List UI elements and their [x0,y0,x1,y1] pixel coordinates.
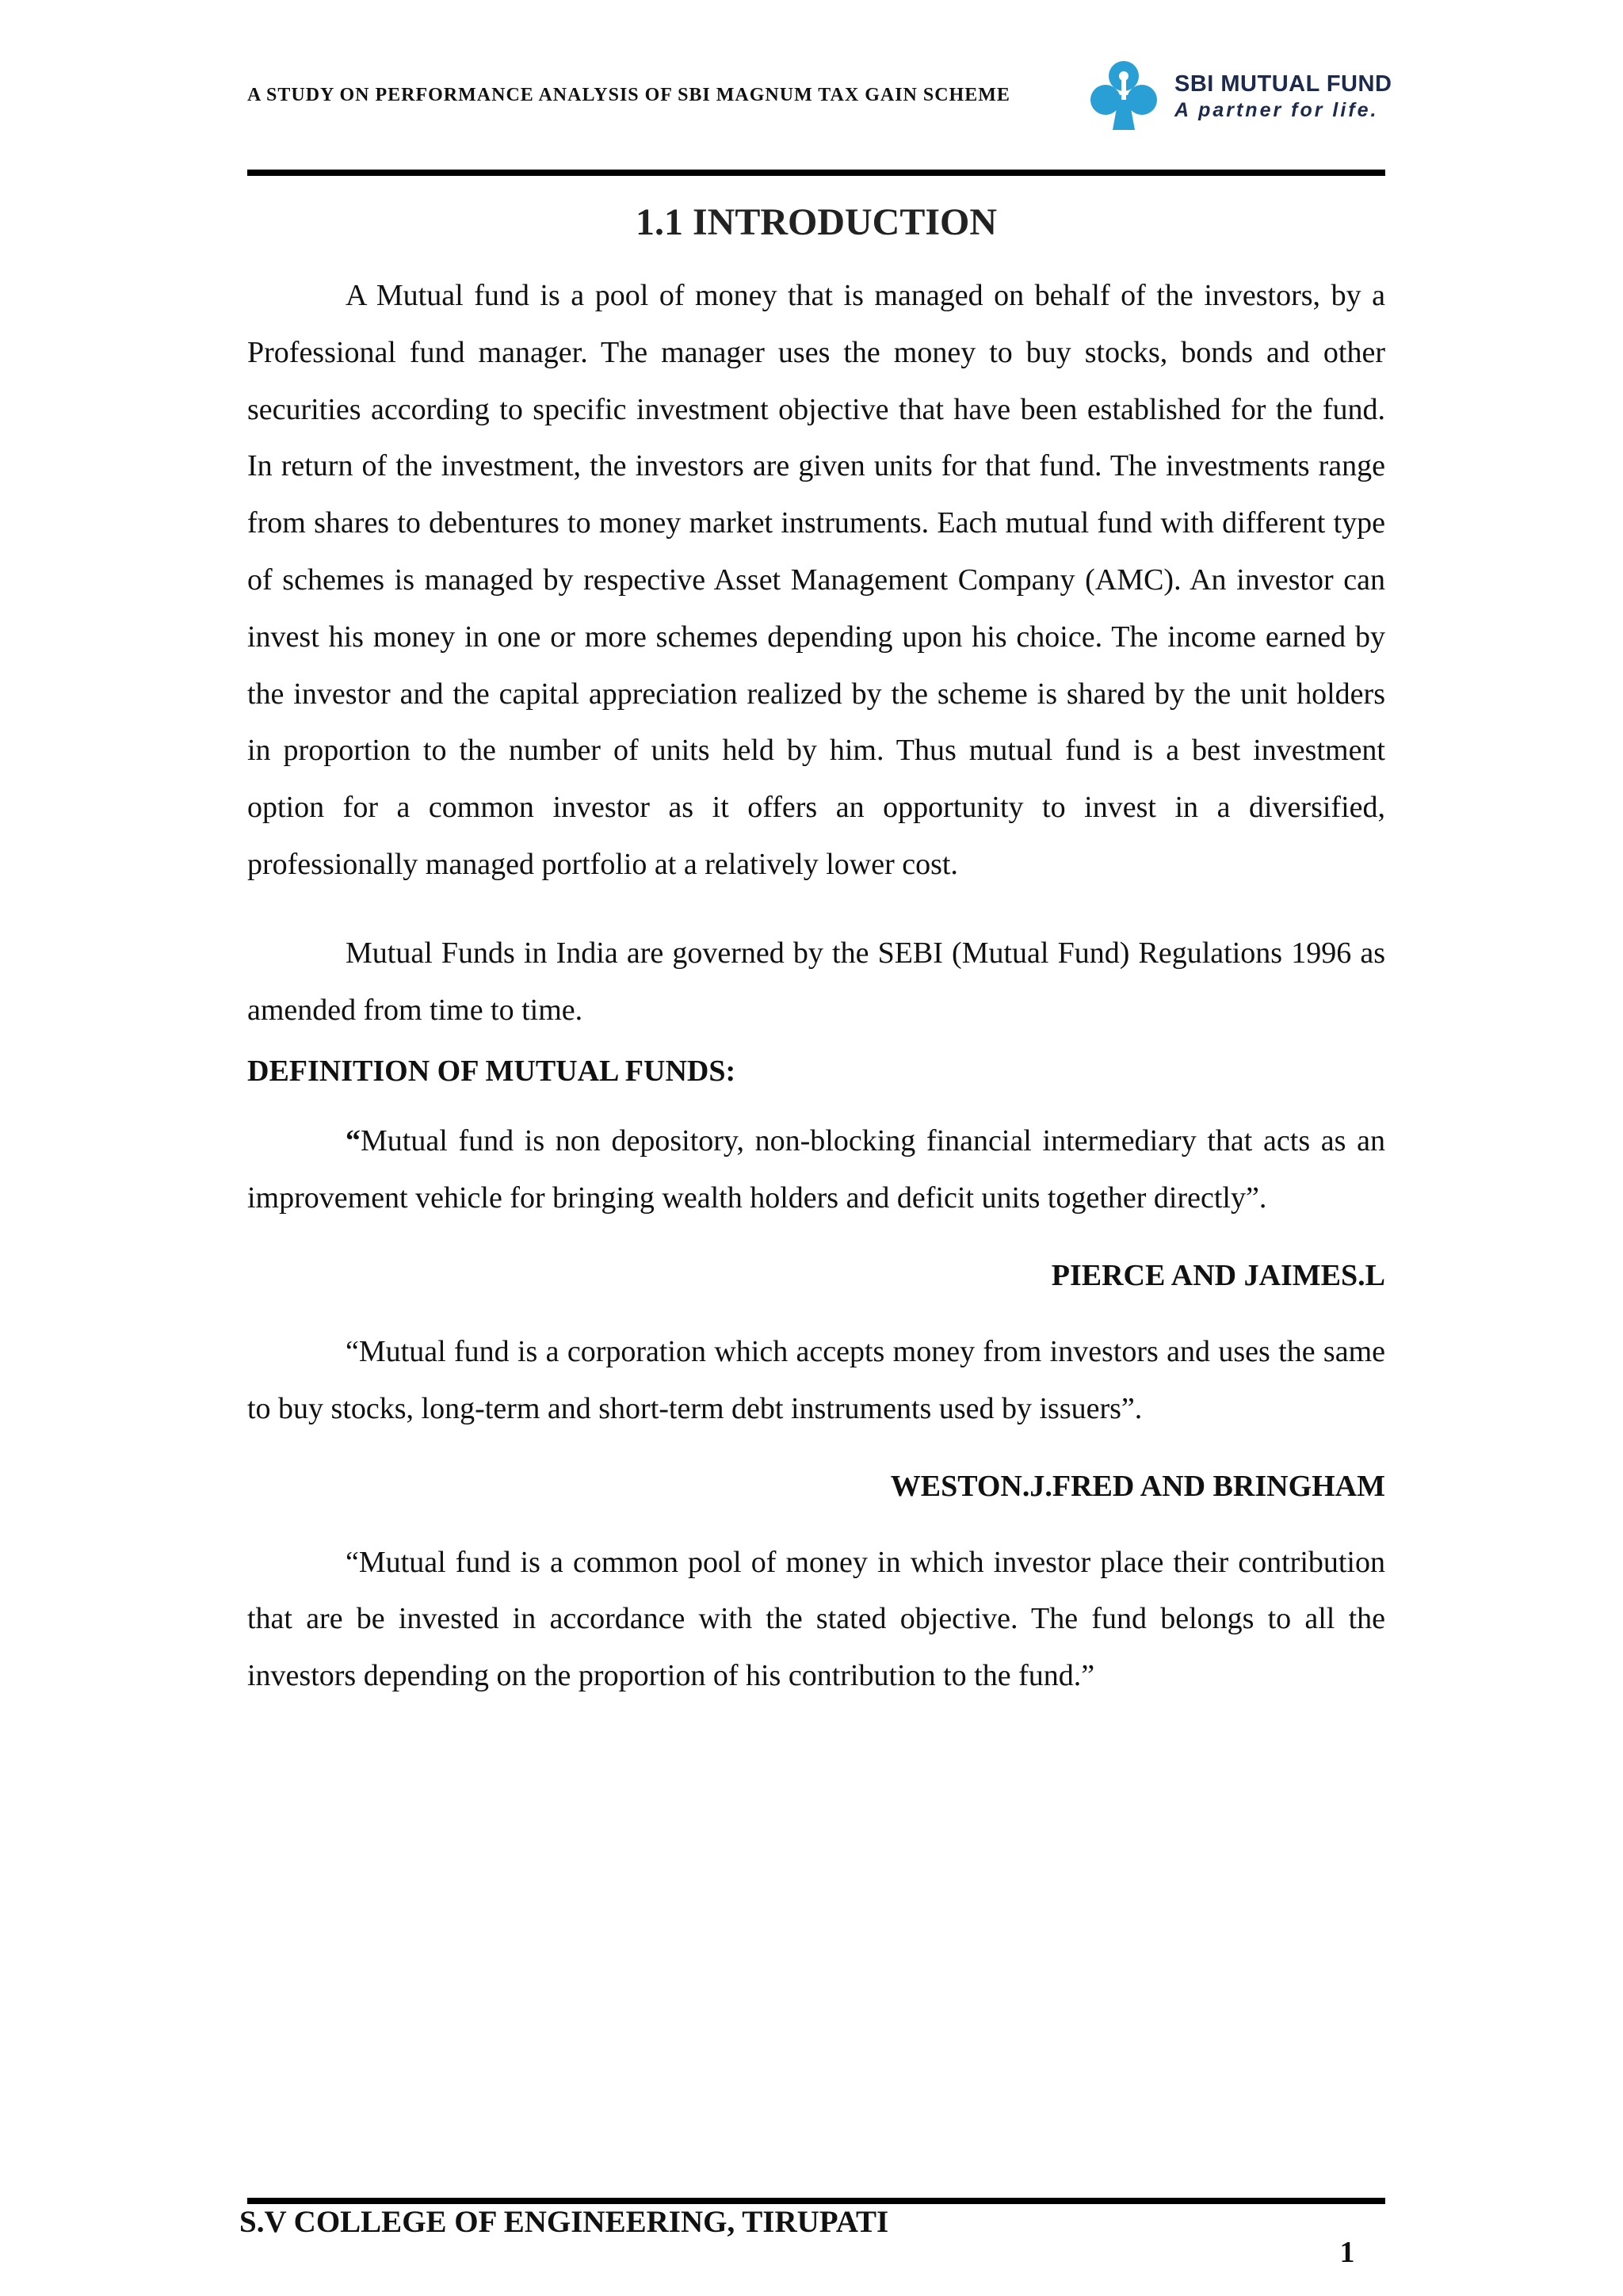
page-title: 1.1 INTRODUCTION [635,201,998,243]
header-rule [247,170,1385,176]
sbi-club-logo-icon [1084,59,1163,132]
definition-3: “Mutual fund is a common pool of money in which investor place their contribution that are be invested in accordance with the stated objective. The fund belongs to all the investors depending on the proportion of his contribution to the fund.” [247,1545,1385,1693]
definition-1-text: Mutual fund is non depository, non-blocking financial intermediary that acts as an improvement vehicle for bringing wealth holders and deficit units together directly”. [247,1124,1385,1215]
header-title: A STUDY ON PERFORMANCE ANALYSIS OF SBI MAGNUM TAX GAIN SCHEME [247,85,1010,105]
footer-college: S.V COLLEGE OF ENGINEERING, TIRUPATI [239,2205,889,2239]
page-content [247,195,1385,1705]
definition-1-open-quote: “ [346,1124,361,1158]
intro-paragraph: A Mutual fund is a pool of money that is managed on behalf of the investors, by a Professional fund manager. The manager uses the money to buy stocks, bonds and other securities according to specific investment objective that have been established for the fund. In return of the investment, the investors are given units for that fund. The investments range from shares to debentures to money market instruments. Each mutual fund with different type of schemes is managed by respective Asset Management Company (AMC). An investor can invest his money in one or more schemes depending upon his choice. The income earned by the investor and the capital appreciation realized by the scheme is shared by the unit holders in proportion to the number of units held by him. Thus mutual fund is a best investment option for a common investor as it offers an opportunity to invest in a diversified, professionally managed portfolio at a relatively lower cost. [247,279,1385,881]
sbi-logo [1084,59,1392,132]
definition-1-author: PIERCE AND JAIMES.L [1051,1258,1385,1292]
logo-tagline: A partner for life. [1174,99,1379,121]
definition-2: “Mutual fund is a corporation which accepts money from investors and uses the same to buy stocks, long-term and short-term debt instruments used by issuers”. [247,1334,1385,1425]
definition-2-author: WESTON.J.FRED AND BRINGHAM [890,1469,1385,1503]
page-number: 1 [1339,2236,1355,2269]
definitions-heading: DEFINITION OF MUTUAL FUNDS: [247,1055,736,1089]
logo-name: SBI MUTUAL FUND [1174,71,1392,97]
definition-1 [247,1113,1385,1227]
regulation-paragraph: Mutual Funds in India are governed by the SEBI (Mutual Fund) Regulations 1996 as amended from time to time. [247,936,1385,1027]
